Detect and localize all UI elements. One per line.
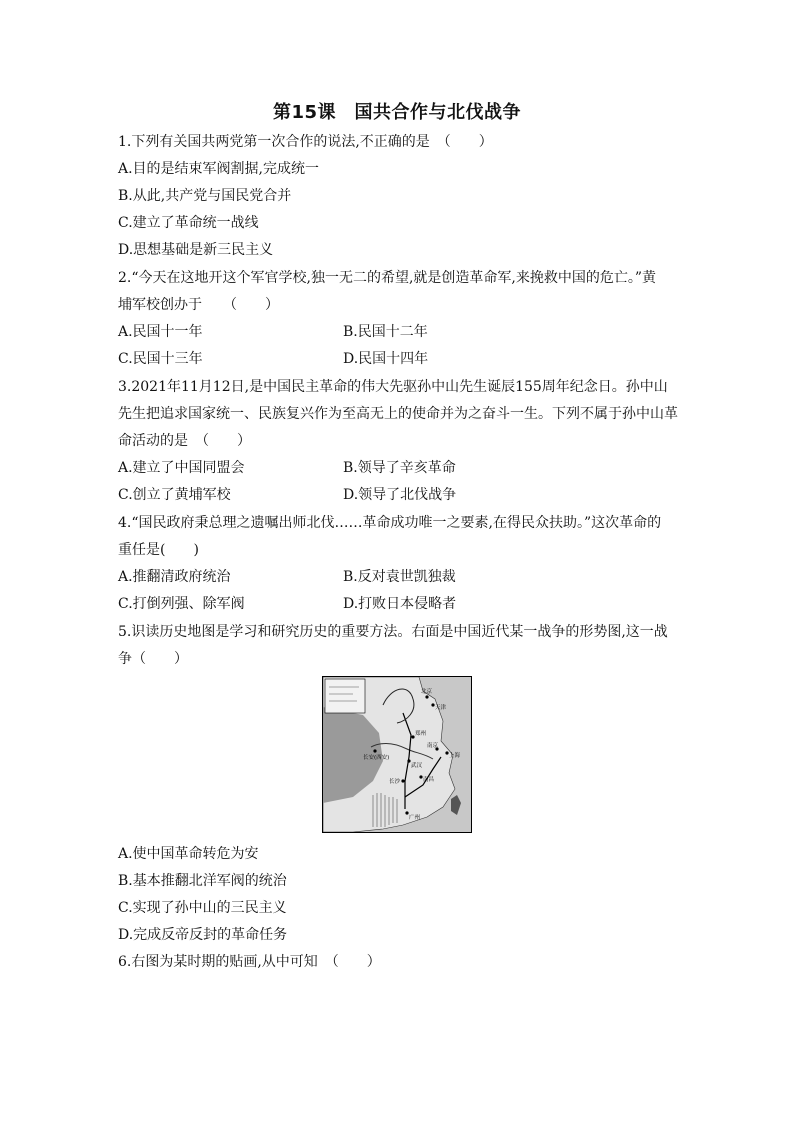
- q2-stem-line2: 埔军校创办于 （ ）: [118, 297, 279, 313]
- q4-stem-line2: 重任是( ): [118, 542, 199, 558]
- q3-option-d: D.领导了北伐战争: [343, 487, 457, 503]
- q3-stem-line1: 3.2021年11月12日,是中国民主革命的伟大先驱孙中山先生诞辰155周年纪念日。孙中山: [118, 379, 668, 395]
- map-label-nanjing: 南京: [427, 743, 439, 749]
- map-label-tianjin: 天津: [435, 705, 447, 711]
- map-label-changsha: 长沙: [389, 779, 401, 785]
- map-label-zhengzhou: 郑州: [415, 731, 427, 737]
- q4-stem-line1: 4.“国民政府秉总理之遗嘱出师北伐……革命成功唯一之要素,在得民众扶助。”这次革命的: [118, 515, 662, 531]
- q1-option-d: D.思想基础是新三民主义: [118, 242, 274, 258]
- q1-option-b: B.从此,共产党与国民党合并: [118, 188, 292, 204]
- q3-stem-line3: 命活动的是 （ ）: [118, 433, 251, 449]
- q4-option-b: B.反对袁世凯独裁: [343, 569, 456, 585]
- q3-option-c: C.创立了黄埔军校: [118, 487, 231, 503]
- map-label-wuhan: 武汉: [411, 763, 423, 769]
- q2-option-c: C.民国十三年: [118, 351, 203, 367]
- map-label-guangzhou: 广州: [409, 815, 421, 821]
- northern-expedition-map: [322, 676, 472, 833]
- map-figure: [323, 677, 471, 832]
- q2-stem-line1: 2.“今天在这地开这个军官学校,独一无二的希望,就是创造革命军,来挽救中国的危亡。”黄: [118, 270, 657, 286]
- q5-stem-line2: 争（ ）: [118, 651, 188, 667]
- q4-option-c: C.打倒列强、除军阀: [118, 596, 245, 612]
- q5-stem-line1: 5.识读历史地图是学习和研究历史的重要方法。右面是中国近代某一战争的形势图,这一战: [118, 624, 668, 640]
- q5-option-b: B.基本推翻北洋军阀的统治: [118, 873, 287, 889]
- q4-option-a: A.推翻清政府统治: [118, 569, 231, 585]
- q3-option-a: A.建立了中国同盟会: [118, 460, 245, 476]
- map-label-nanchang: 南昌: [423, 777, 435, 783]
- q4-option-d: D.打败日本侵略者: [343, 596, 457, 612]
- q1-option-c: C.建立了革命统一战线: [118, 215, 259, 231]
- map-inset: [325, 679, 365, 713]
- q1-option-a: A.目的是结束军阀割据,完成统一: [118, 161, 320, 177]
- q2-option-d: D.民国十四年: [343, 351, 429, 367]
- q6-stem: 6.右图为某时期的贴画,从中可知 （ ）: [118, 954, 381, 970]
- q2-option-a: A.民国十一年: [118, 324, 203, 340]
- map-label-beijing: 北京: [421, 689, 433, 695]
- q3-option-b: B.领导了辛亥革命: [343, 460, 456, 476]
- map-label-shanghai: 上海: [449, 753, 461, 759]
- q5-option-a: A.使中国革命转危为安: [118, 846, 259, 862]
- q5-option-d: D.完成反帝反封的革命任务: [118, 927, 288, 943]
- page-title: 第15课 国共合作与北伐战争: [272, 102, 522, 123]
- q5-option-c: C.实现了孙中山的三民主义: [118, 900, 287, 916]
- q3-stem-line2: 先生把追求国家统一、民族复兴作为至高无上的使命并为之奋斗一生。下列不属于孙中山革: [118, 406, 678, 422]
- q2-option-b: B.民国十二年: [343, 324, 428, 340]
- map-label-xian: 长安(西安): [363, 755, 390, 761]
- q1-stem: 1.下列有关国共两党第一次合作的说法,不正确的是 （ ）: [118, 134, 493, 150]
